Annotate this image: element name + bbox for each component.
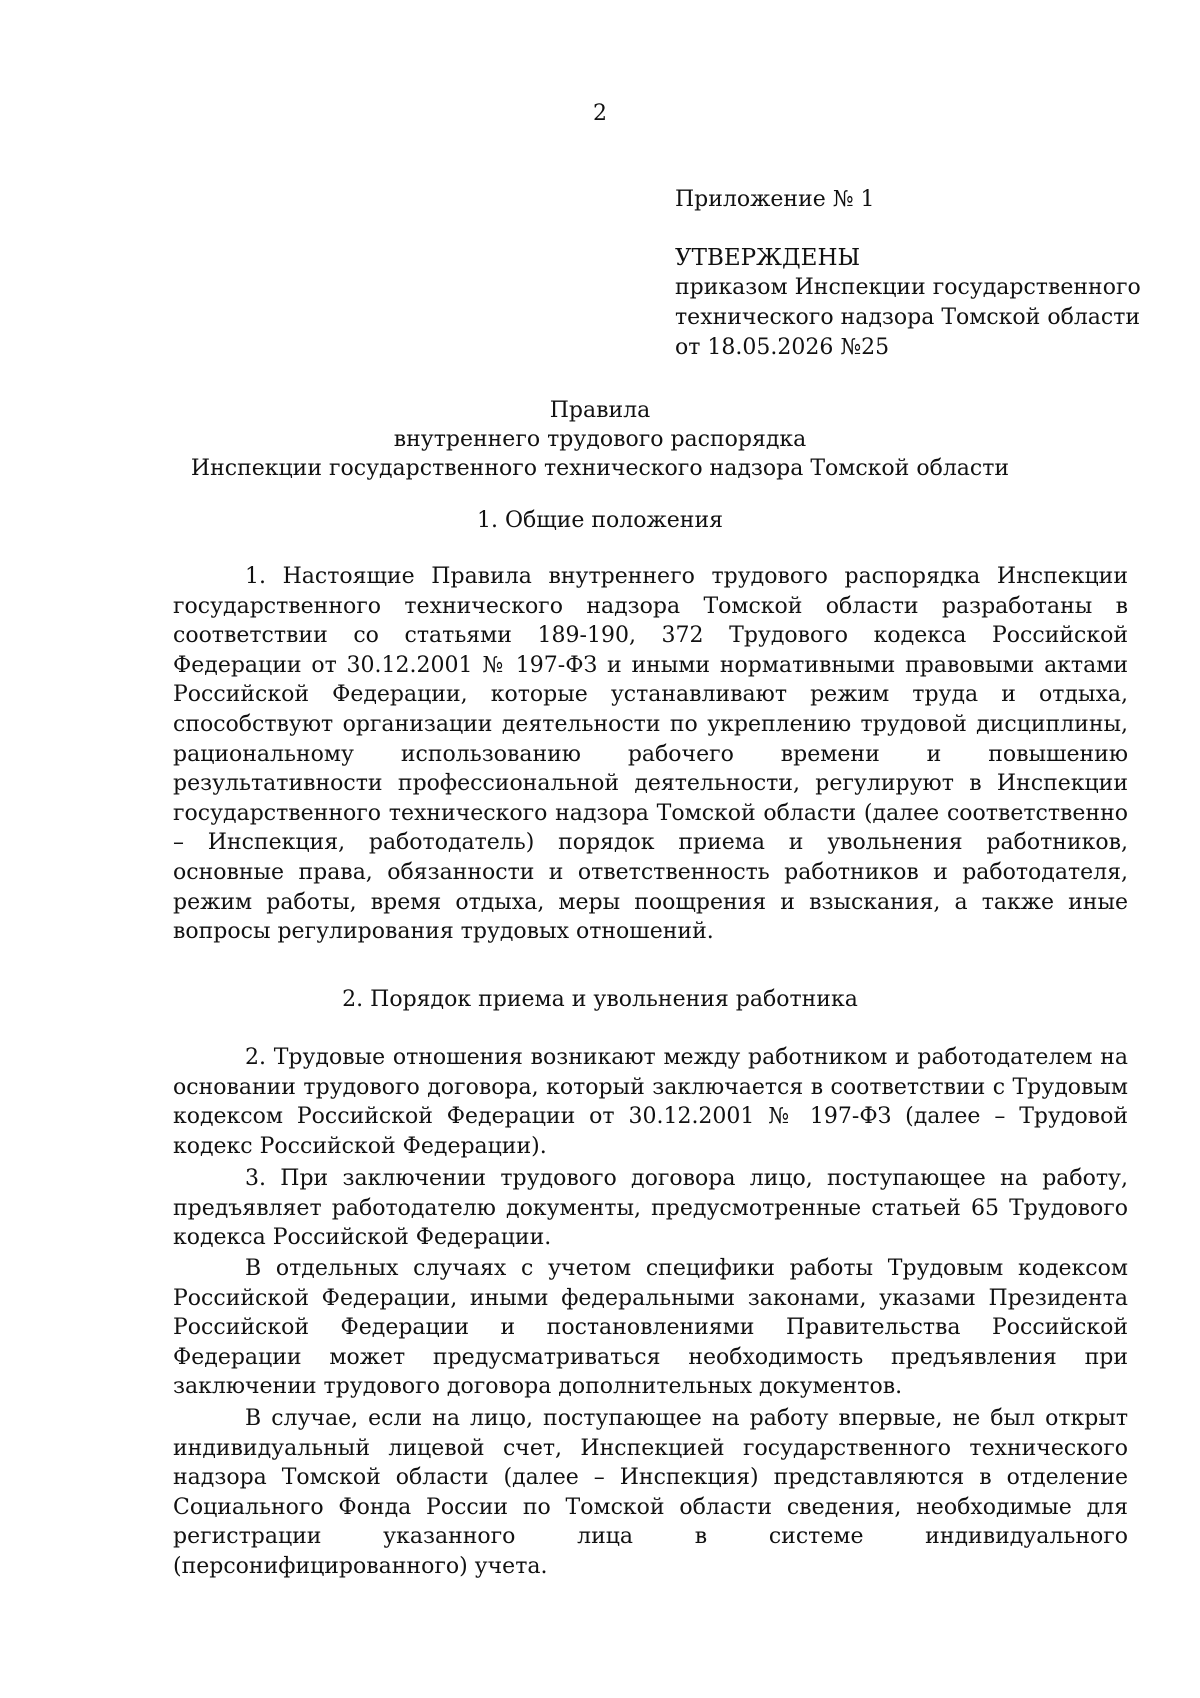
approval-line: от 18.05.2026 №25 bbox=[675, 335, 890, 360]
annex-label: Приложение № 1 bbox=[675, 187, 875, 212]
paragraph: В отдельных случаях с учетом специфики работы Трудовым кодексом Российской Федерации, иными федеральными законами, указами Президента Российской Федерации и постановлениями Правительства Российской Федерации может предусматриваться необходимость предъявления при заключении трудового договора дополнительных документов. bbox=[173, 1256, 1128, 1400]
section-heading: 1. Общие положения bbox=[477, 508, 723, 533]
document-title bbox=[0, 396, 1200, 483]
paragraph: 2. Трудовые отношения возникают между работником и работодателем на основании трудового договора, который заключается в соответствии с Трудовым кодексом Российской Федерации от 30.12.2001 № 197-ФЗ (далее – Трудовой кодекс Российской Федерации). bbox=[173, 1045, 1128, 1159]
approval-stamp-block bbox=[675, 185, 1155, 363]
section-heading: 2. Порядок приема и увольнения работника bbox=[342, 987, 858, 1012]
paragraph: 3. При заключении трудового договора лицо, поступающее на работу, предъявляет работодателю документы, предусмотренные статьей 65 Трудового кодекса Российской Федерации. bbox=[173, 1166, 1128, 1251]
paragraph: В случае, если на лицо, поступающее на работу впервые, не был открыт индивидуальный лицевой счет, Инспекцией государственного технического надзора Томской области (далее – Инспекция) представляются в отделение Социального Фонда России по Томской области сведения, необходимые для регистрации указанного лица в системе индивидуального (персонифицированного) учета. bbox=[173, 1406, 1128, 1579]
page-number: 2 bbox=[593, 101, 607, 126]
title-line: Правила bbox=[549, 398, 651, 423]
approved-heading: УТВЕРЖДЕНЫ bbox=[675, 245, 861, 271]
title-line: Инспекции государственного технического надзора Томской области bbox=[190, 456, 1010, 481]
title-line: внутреннего трудового распорядка bbox=[393, 427, 807, 452]
paragraph: 1. Настоящие Правила внутреннего трудового распорядка Инспекции государственного технического надзора Томской области разработаны в соответствии со статьями 189-190, 372 Трудового кодекса Российской Федерации от 30.12.2001 № 197-ФЗ и иными нормативными правовыми актами Российской Федерации, которые устанавливают режим труда и отдыха, способствуют организации деятельности по укреплению трудовой дисциплины, рациональному использованию рабочего времени и повышению результативности профессиональной деятельности, регулируют в Инспекции государственного технического надзора Томской области (далее соответственно – Инспекция, работодатель) порядок приема и увольнения работников, основные права, обязанности и ответственность работников и работодателя, режим работы, время отдыха, меры поощрения и взыскания, а также иные вопросы регулирования трудовых отношений. bbox=[173, 564, 1128, 945]
approval-line: технического надзора Томской области bbox=[675, 305, 1141, 330]
approval-line: приказом Инспекции государственного bbox=[675, 275, 1141, 300]
